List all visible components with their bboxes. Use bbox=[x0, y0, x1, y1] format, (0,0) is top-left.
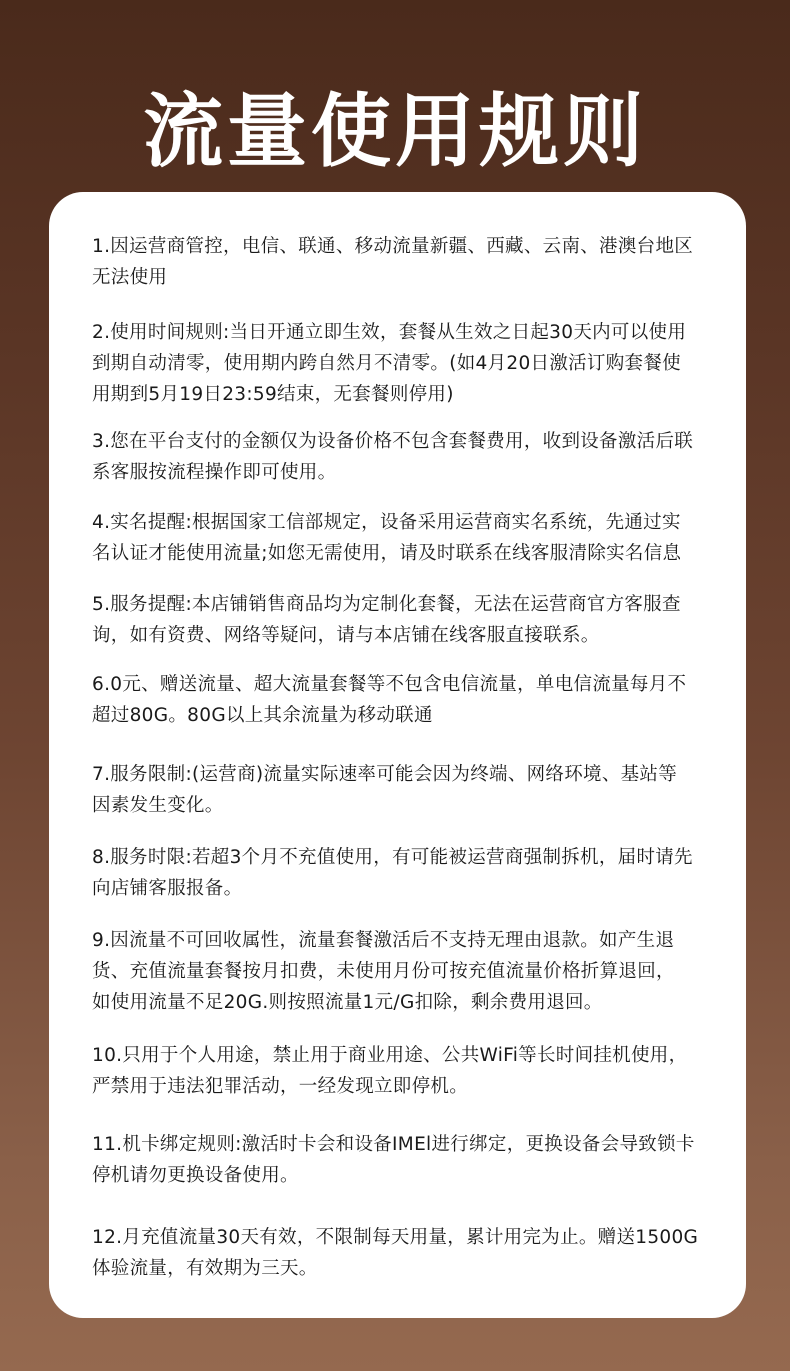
rule-item-10: 10.只用于个人用途，禁止用于商业用途、公共WiFi等长时间挂机使用， 严禁用于违法犯罪活动，一经发现立即停机。 bbox=[92, 1045, 688, 1097]
rule-item-4: 4.实名提醒:根据国家工信部规定，设备采用运营商实名系统，先通过实 名认证才能使用流量;如您无需使用，请及时联系在线客服清除实名信息 bbox=[92, 512, 682, 564]
rules-card bbox=[49, 192, 746, 1318]
rule-item-1: 1.因运营商管控，电信、联通、移动流量新疆、西藏、云南、港澳台地区 无法使用 bbox=[92, 236, 694, 288]
rule-item-8: 8.服务时限:若超3个月不充值使用，有可能被运营商强制拆机，届时请先 向店铺客服报备。 bbox=[92, 847, 693, 899]
rule-item-2: 2.使用时间规则:当日开通立即生效，套餐从生效之日起30天内可以使用 到期自动清零，使用期内跨自然月不清零。(如4月20日激活订购套餐使 用期到5月19日23:59结束，无套餐则停用) bbox=[92, 322, 687, 405]
rule-item-7: 7.服务限制:(运营商)流量实际速率可能会因为终端、网络环境、基站等 因素发生变化。 bbox=[92, 764, 678, 816]
page-title: 流量使用规则 bbox=[143, 85, 647, 178]
rule-item-5: 5.服务提醒:本店铺销售商品均为定制化套餐，无法在运营商官方客服查 询，如有资费、网络等疑问，请与本店铺在线客服直接联系。 bbox=[92, 594, 681, 646]
rule-item-6: 6.0元、赠送流量、超大流量套餐等不包含电信流量，单电信流量每月不 超过80G。80G以上其余流量为移动联通 bbox=[92, 674, 687, 726]
rule-item-3: 3.您在平台支付的金额仅为设备价格不包含套餐费用，收到设备激活后联 系客服按流程操作即可使用。 bbox=[92, 431, 694, 483]
rule-item-12: 12.月充值流量30天有效，不限制每天用量，累计用完为止。赠送1500G 体验流量，有效期为三天。 bbox=[92, 1227, 699, 1279]
rule-item-11: 11.机卡绑定规则:激活时卡会和设备IMEl进行绑定，更换设备会导致锁卡 停机请勿更换设备使用。 bbox=[92, 1134, 695, 1186]
rule-item-9: 9.因流量不可回收属性，流量套餐激活后不支持无理由退款。如产生退 货、充值流量套餐按月扣费，未使用月份可按充值流量价格折算退回， 如使用流量不足20G.则按照流量1元/G扣除，剩余费用退回。 bbox=[92, 930, 675, 1013]
